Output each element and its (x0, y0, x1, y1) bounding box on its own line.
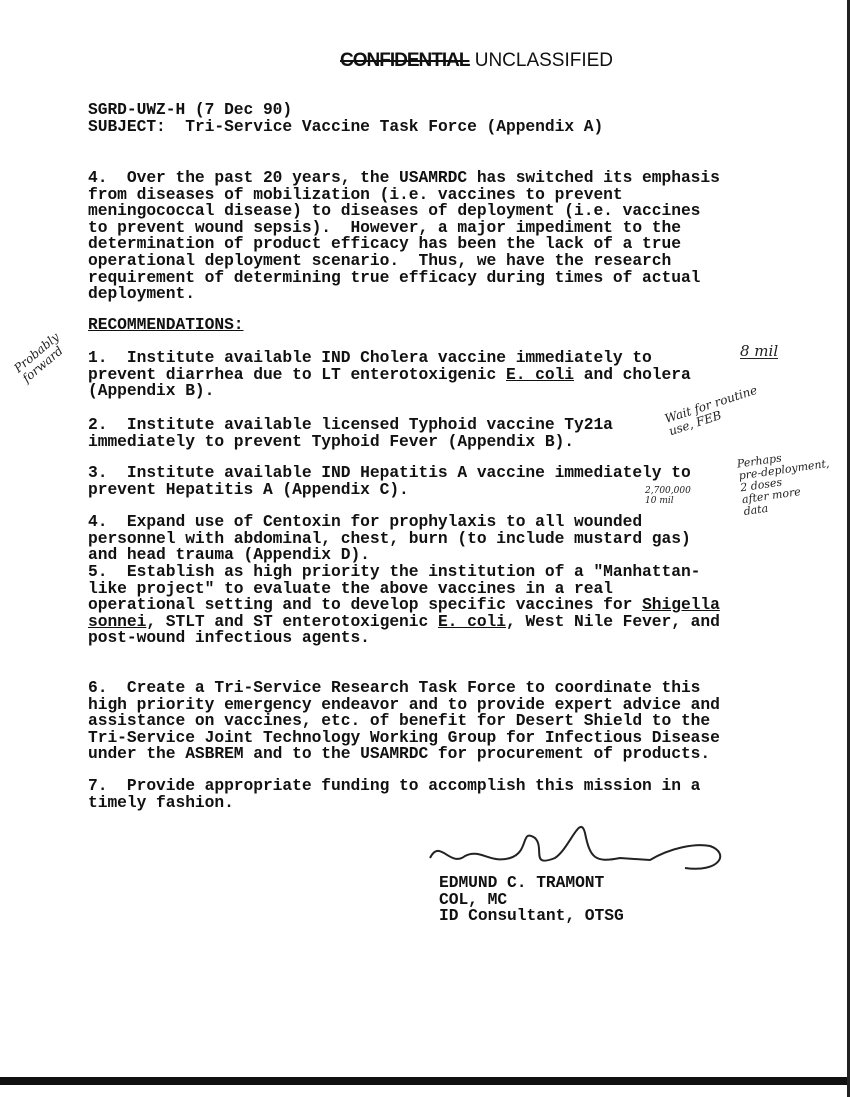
signer-name: EDMUND C. TRAMONT (439, 873, 605, 892)
paragraph-4 (88, 170, 720, 303)
text-line: post-wound infectious agents. (88, 628, 370, 648)
recommendations-heading: RECOMMENDATIONS: (88, 315, 244, 334)
text-line: and head trauma (Appendix D). (88, 545, 370, 565)
classification: UNCLASSIFIED (474, 50, 614, 71)
recommendation-6 (88, 680, 720, 763)
species-name: E. coli (437, 611, 506, 631)
text-line: (Appendix B). (88, 381, 215, 401)
text-line: 3. Institute available IND Hepatitis A vaccine immediately to (88, 463, 691, 482)
species-name: E. coli (505, 364, 575, 384)
text-line: Tri-Service Joint Technology Working Group for Infectious Disease (88, 727, 720, 747)
text-line: 7. Provide appropriate funding to accomplish this mission in a (88, 776, 701, 795)
text-line: timely fashion. (88, 792, 234, 812)
text-line: immediately to prevent Typhoid Fever (Appendix B). (88, 431, 575, 451)
recommendation-2 (88, 417, 613, 450)
signature-block (439, 875, 624, 925)
subject-label: SUBJECT: (88, 116, 166, 136)
text-line: requirement of determining true efficacy during times of actual (88, 267, 701, 287)
handwritten-note: Perhaps pre-deployment, 2 doses after more data (736, 451, 831, 519)
text-line: operational deployment scenario. Thus, we have the research (88, 250, 672, 270)
handwritten-note: Probably forward (11, 329, 66, 386)
signature (420, 818, 740, 878)
recommendation-7 (88, 778, 700, 811)
handwritten-note: Wait for routine use, FEB (663, 382, 759, 439)
text-line: , West Nile Fever, and (506, 611, 720, 631)
subject: Tri-Service Vaccine Task Force (Appendix A) (185, 116, 604, 136)
handwritten-note: 8 mil (740, 342, 779, 360)
text-line: 4. Expand use of Centoxin for prophylaxis to all wounded (88, 512, 643, 531)
text-line: operational setting and to develop specific vaccines for (88, 595, 643, 615)
handwritten-note: 2,700,000 10 mil (645, 486, 691, 506)
text-line: to prevent wound sepsis). However, a major impediment to the (88, 217, 681, 237)
recommendation-4 (88, 514, 691, 564)
recommendation-1 (88, 350, 691, 400)
text-line: prevent Hepatitis A (Appendix C). (88, 479, 409, 499)
text-line: 6. Create a Tri-Service Research Task Force to coordinate this (88, 678, 701, 697)
office-line: SGRD-UWZ-H (7 Dec 90) (88, 100, 293, 119)
species-name: Shigella (642, 595, 720, 615)
text-line: prevent diarrhea due to LT enterotoxigenic (88, 364, 506, 384)
species-name: sonnei (88, 611, 147, 631)
text-line: 4. Over the past 20 years, the USAMRDC has switched its emphasis (88, 168, 720, 187)
classification-header (340, 50, 613, 72)
signer-title: ID Consultant, OTSG (439, 906, 624, 926)
text-line: deployment. (88, 284, 195, 304)
text-line: determination of product efficacy has been the lack of a true (88, 234, 681, 254)
text-line: 2. Institute available licensed Typhoid vaccine Ty21a (88, 415, 613, 434)
signer-rank: COL, MC (439, 889, 508, 909)
text-line: under the ASBREM and to the USAMRDC for procurement of products. (88, 744, 711, 764)
text-line: , STLT and ST enterotoxigenic (146, 611, 438, 631)
memo-header (88, 102, 603, 135)
text-line: meningococcal disease) to diseases of deployment (i.e. vaccines (88, 201, 701, 221)
text-line: and cholera (574, 364, 691, 384)
text-line: high priority emergency endeavor and to provide expert advice and (88, 694, 720, 714)
recommendation-5 (88, 564, 720, 647)
struck-classification: CONFIDENTIAL (340, 50, 470, 71)
recommendation-3 (88, 465, 691, 498)
text-line: from diseases of mobilization (i.e. vaccines to prevent (88, 184, 623, 204)
text-line: personnel with abdominal, chest, burn (to include mustard gas) (88, 528, 691, 548)
text-line: 1. Institute available IND Cholera vaccine immediately to (88, 348, 652, 367)
text-line: 5. Establish as high priority the institution of a "Manhattan- (88, 562, 701, 581)
text-line: like project" to evaluate the above vaccines in a real (88, 578, 613, 598)
text-line: assistance on vaccines, etc. of benefit for Desert Shield to the (88, 711, 711, 731)
scan-border-bottom (0, 1077, 850, 1085)
